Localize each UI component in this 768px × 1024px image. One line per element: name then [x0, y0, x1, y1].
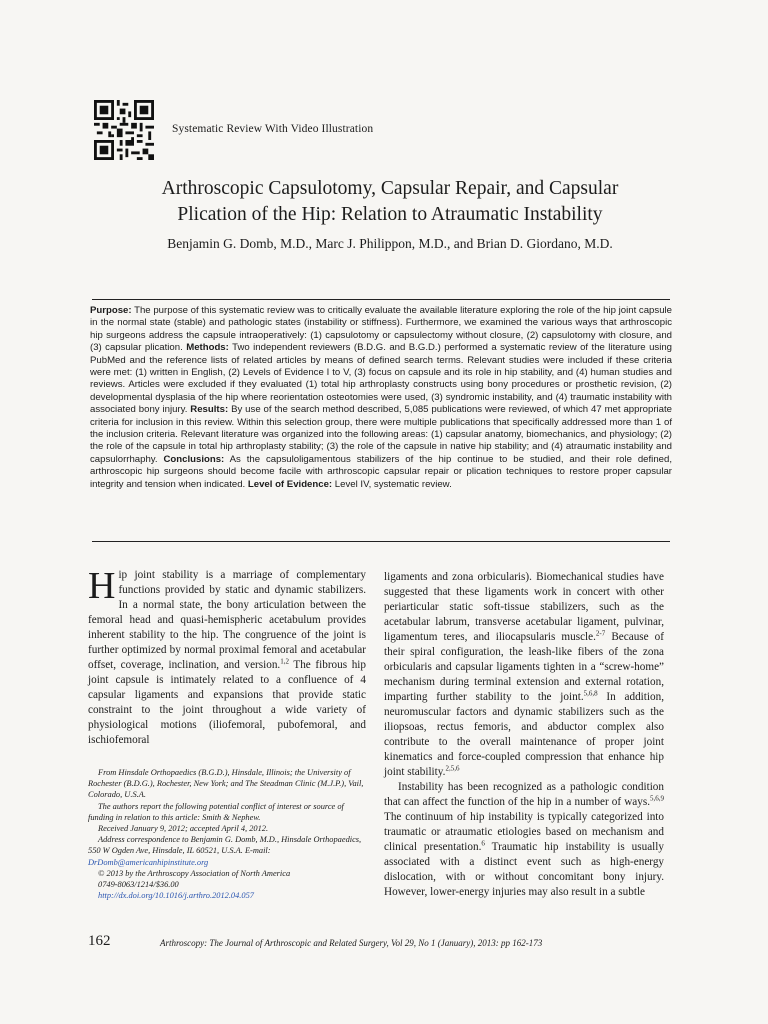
conclusions-label: Conclusions: — [163, 453, 225, 465]
results-label: Results: — [190, 404, 229, 416]
abstract — [90, 305, 672, 491]
conclusions-text: As the capsuloligamentous stabilizers of the hip continue to be studied, and their role defined, arthroscopic hip surgeons should become facile with arthroscopic capsular repair or plication techniques to restore proper capsular integrity and tension when indicated. — [90, 453, 672, 490]
issn-note: 0749-8063/1214/$36.00 — [98, 880, 179, 890]
citation: 6 — [481, 839, 485, 848]
level-of-evidence-text: Level IV, systematic review. — [334, 478, 452, 490]
abstract-bottom-rule — [92, 541, 670, 542]
citation: 2,5,6 — [445, 764, 460, 773]
email-link[interactable]: DrDomb@americanhipinstitute.org — [88, 857, 209, 867]
copyright-note: © 2013 by the Arthroscopy Association of North America — [98, 868, 291, 878]
citation: 1,2 — [280, 657, 289, 666]
abstract-top-rule — [92, 299, 670, 300]
body-column-left — [88, 565, 366, 748]
article-title — [60, 176, 720, 228]
citation: 5,6,9 — [650, 794, 664, 803]
purpose-text: The purpose of this systematic review was to critically evaluate the available literature exploring the role of the hip joint capsule in the normal state (stable) and pathologic states (instability or stiffness). Furthermore, we examined the various ways that arthroscopic hip surgeons address the capsule intraoperatively: (1) capsulotomy or capsulectomy without closure, (2) capsulotomy with closure, and (3) capsular plication. — [90, 305, 672, 354]
affiliation-note: From Hinsdale Orthopaedics (B.G.D.), Hinsdale, Illinois; the University of Rochester (B.D.G.), Rochester, New York; and The Steadman Clinic (M.J.P.), Vail, Colorado, U.S.A. — [88, 768, 364, 800]
level-of-evidence-label: Level of Evidence: — [247, 478, 333, 490]
article-type-label: Systematic Review With Video Illustration — [172, 123, 374, 135]
qr-code-icon — [94, 100, 154, 160]
correspondence-note: Address correspondence to Benjamin G. Domb, M.D., Hinsdale Orthopaedics, 550 W Ogden Ave, Hinsdale, IL 60521, U.S.A. E-mail: DrDomb@americanhipinstitute.org — [88, 835, 362, 867]
conflict-note: The authors report the following potential conflict of interest or source of funding in relation to this article: Smith & Nephew. — [88, 801, 344, 822]
body-column-right — [384, 570, 664, 900]
title-line: Arthroscopic Capsulotomy, Capsular Repair, and Capsular — [161, 178, 619, 199]
methods-text: Two independent reviewers (B.D.G. and B.G.D.) performed a systematic review of the literature using PubMed and the reference lists of related articles by means of defined search terms. Relevant studies were included if these criteria were met: (1) written in English, (2) Levels of Evidence I to V, (3) focus on capsule and its role in hip stability, and (4) human studies and reviews. Articles were excluded if they evaluated (1) total hip arthroplasty constructs using bony procedures or prosthetic revision, (2) developmental dysplasia of the hip where reorientation osteotomies were used, (3) syndromic instability, and (4) traumatic instability with associated bony injury. — [90, 342, 673, 416]
citation: 2-7 — [595, 629, 606, 638]
body-paragraph: Instability has been recognized as a pathologic condition that can affect the function of the hip in a number of ways.$^{5,6,9}$ The continuum of hip instability is typically categorized into traumatic or atraumatic etiologies based on mechanism and clinical presentation.$^6$ Traumatic hip instability is usually associated with a distinct event such as high-energy dislocation, with or without concomitant bony injury. However, lower-energy injuries may also result in a subtle — [384, 781, 664, 898]
author-list: Benjamin G. Domb, M.D., Marc J. Philippon, M.D., and Brian D. Giordano, M.D. — [167, 236, 613, 251]
drop-cap: H — [88, 565, 116, 607]
methods-label: Methods: — [186, 342, 229, 354]
body-paragraph: ligaments and zona orbicularis). Biomechanical studies have suggested that these ligaments work in concert with other periarticular static soft-tissue stabilizers, such as the acetabular labrum, transverse acetabular ligament, pulvinar, ligamentum teres, and iliocapsularis muscle.$^{2-7}$ Because of their spiral configuration, the leash-like fibers of the zona orbicularis and capsular ligaments tighten in a “screw-home” mechanism during terminal extension and external rotation, imparting further stability to the joint.$^{5,6,8}$ In addition, neuromuscular factors and dynamic stabilizers such as the iliopsoas, rectus femoris, and abductor complex also contribute to the overall maintenance of proper joint kinematics and force-coupled compression that enhance hip joint stability.$^{2,5,6}$ — [384, 571, 664, 778]
article-footnote — [88, 767, 366, 901]
citation: 5,6,8 — [583, 689, 598, 698]
doi-link[interactable]: http://dx.doi.org/10.1016/j.arthro.2012.04.057 — [98, 891, 254, 901]
body-paragraph: Hip joint stability is a marriage of complementary functions provided by static and dynamic stabilizers. In a normal state, the bony articulation between the femoral head and quasi-hemispheric acetabulum provides inherent stability to the hip. The congruence of the joint is further optimized by normal proximal femoral and acetabular offset, coverage, inclination, and version.$^{1,2}$ The fibrous hip joint capsule is intimately related to a confluence of 4 capsular ligaments and expansions that provide static constraint to the joint throughout a wide variety of physiological motions (iliofemoral, pubofemoral, and ischiofemoral — [88, 565, 366, 746]
received-note: Received January 9, 2012; accepted April 4, 2012. — [98, 824, 269, 834]
results-text: By use of the search method described, 5,085 publications were reviewed, of which 47 met appropriate criteria for inclusion in this review. Within this selection group, there were multiple publications that specifically addressed more than 1 of the inclusion criteria. Relevant literature was organized into the following areas: (1) capsular anatomy, biomechanics, and physiology; (2) the role of the capsule in total hip arthroplasty stability; (3) the role of the capsule in native hip stability; and (4) atraumatic instability and capsulorrhaphy. — [90, 404, 673, 465]
page-number: 162 — [88, 933, 111, 949]
journal-citation: Arthroscopy: The Journal of Arthroscopic and Related Surgery, Vol 29, No 1 (January), 2013: pp 162-173 — [160, 938, 543, 948]
title-line: Plication of the Hip: Relation to Atraumatic Instability — [177, 204, 603, 225]
purpose-label: Purpose: — [90, 305, 132, 316]
